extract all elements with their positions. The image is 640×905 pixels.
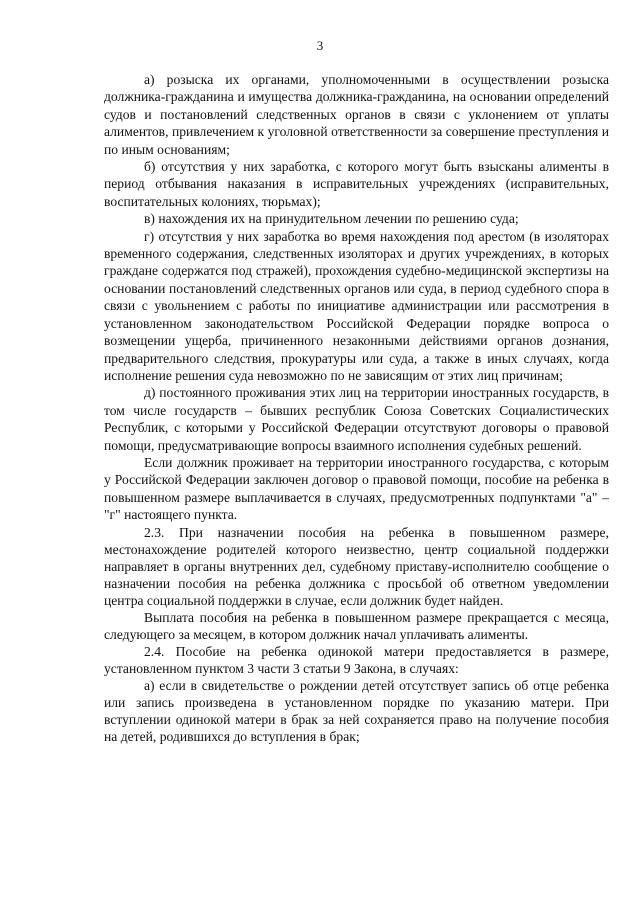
paragraph-payment-termination: Выплата пособия на ребенка в повышенном размере прекращается с месяца, следующего за месяцем, в котором должник начал уплачивать алименты.	[104, 609, 609, 642]
paragraph-compulsory-treatment: в) нахождения их на принудительном лечении по решению суда;	[144, 211, 519, 227]
page-number: 3	[316, 38, 324, 53]
paragraph-single-mother-a: а) если в свидетельстве о рождении детей отсутствует запись об отце ребенка или запись произведена в установленном порядке по указанию матери. При вступлении одинокой матери в брак за ней сохраняется право на получение пособия на детей, родившихся до вступления в брак;	[104, 677, 609, 744]
paragraph-search-grounds: а) розыска их органами, уполномоченными в осуществлении розыска должника-гражданина и имущества должника-гражданина, на основании определений судов и постановлений следственных органов в связи с уклонением от уплаты алиментов, привлечением к уголовной ответственности за совершение преступления и по иным основаниям;	[104, 72, 609, 157]
paragraph-no-earnings-prison: б) отсутствия у них заработка, с которого могут быть взысканы алименты в период отбывания наказания в исправительных учреждениях (исправительных, воспитательных колониях, тюрьмах);	[104, 159, 609, 209]
paragraph-arrest-period: г) отсутствия у них заработка во время нахождения под арестом (в изоляторах временного содержания, следственных изоляторах и других учреждениях, в которых граждане содержатся под стражей), прохождения судебно-медицинской экспертизы на основании постановлений следственных органов или суда, в период судебного спора в связи с увольнением с работы по инициативе администрации или рассмотрения в установленном законодательством Российской Федерации порядке вопроса о возмещении ущерба, причиненного незаконными действиями органов дознания, предварительного следствия, прокуратуры или суда, а также в иных случаях, когда исполнение решения суда невозможно по не зависящим от этих лиц причинам;	[104, 228, 609, 383]
document-body	[104, 71, 609, 745]
paragraph-2-4: 2.4. Пособие на ребенка одинокой матери предоставляется в размере, установленном пунктом 3 части 3 статьи 9 Закона, в случаях:	[104, 643, 609, 676]
paragraph-legal-aid-treaty: Если должник проживает на территории иностранного государства, с которым у Российской Федерации заключен договор о правовой помощи, пособие на ребенка в повышенном размере выплачивается в случаях, предусмотренных подпунктами "а" – "г" настоящего пункта.	[104, 454, 609, 523]
paragraph-2-3: 2.3. При назначении пособия на ребенка в повышенном размере, местонахождение родителей которого неизвестно, центр социальной поддержки направляет в органы внутренних дел, судебному приставу-исполнителю сообщение о назначении пособия на ребенка должника с просьбой об ответном уведомлении центра социальной поддержки в случае, если должник будет найден.	[104, 524, 609, 608]
paragraph-foreign-residence: д) постоянного проживания этих лиц на территории иностранных государств, в том числе государств – бывших республик Союза Советских Социалистических Республик, с которыми у Российской Федерации отсутствуют договоры о правовой помощи, предусматривающие вопросы взаимного исполнения судебных решений.	[104, 385, 609, 453]
